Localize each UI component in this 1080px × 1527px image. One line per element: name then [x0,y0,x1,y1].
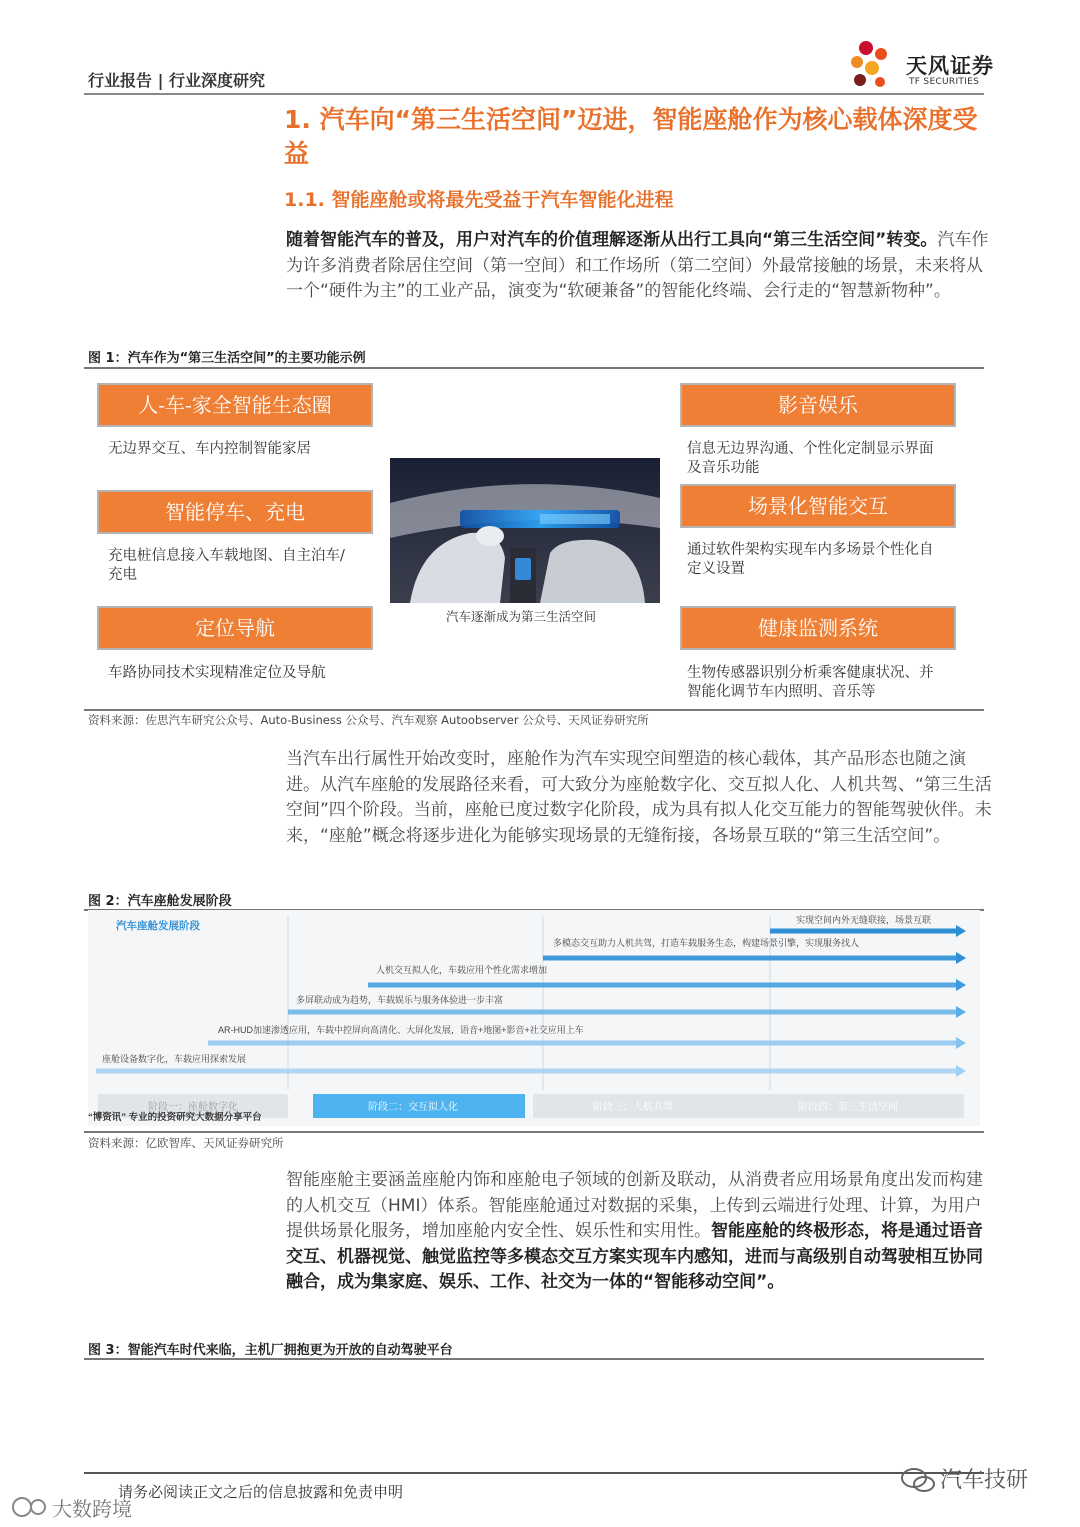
figure-3-top-rule [84,1358,984,1360]
diagram-inner-title: 汽车座舱发展阶段 [116,920,200,932]
footer-disclaimer: 请务必阅读正文之后的信息披露和免责申明 [118,1483,404,1501]
figure-2-bottom-rule [84,1131,984,1133]
wechat-icon [900,1466,936,1494]
figure-1-caption: 汽车逐渐成为第三生活空间 [446,609,597,624]
feature-desc-parking: 充电桩信息接入车载地图、自主泊车/充电 [108,548,345,583]
figure-1-bottom-rule [84,709,984,711]
feature-box-interaction: 场景化智能交互 [680,484,956,528]
diagram-watermark: “博资讯” 专业的投资研究大数据分享平台 [88,1112,262,1123]
footer-rule [84,1472,984,1474]
stage-label-2: 阶段二：交互拟人化 [368,1102,458,1113]
logo-name: 天风证券 [906,54,994,78]
paragraph-2: 当汽车出行属性开始改变时，座舱作为汽车实现空间塑造的核心载体，其产品形态也随之演进。从汽车座舱的发展路径来看，可大致分为座舱数字化、交互拟人化、人机共驾、“第三生活空间”四个阶段。当前，座舱已度过数字化阶段，成为具有拟人化交互能力的智能驾驶伙伴。未来，“座舱”概念将逐步进化为能够实现场景的无缝衔接，各场景互联的“第三生活空间”。 [286,749,992,846]
cockpit-stage-diagram [88,910,980,1126]
feature-box-entertainment: 影音娱乐 [680,383,956,427]
watermark-logo-icon [10,1494,50,1520]
stage-label-3: 阶段三：人机共驾 [593,1102,673,1113]
figure-1-top-rule [84,367,984,369]
figure-1-source: 资料来源：佐思汽车研究公众号、Auto-Business 公众号、汽车观察 Autoobserver 公众号、天风证券研究所 [88,713,649,727]
paragraph-3-bold: 智能座舱的终极形态，将是通过语音交互、机器视觉、触觉监控等多模态交互方案实现车内感知，进而与高级别自动驾驶相互协同融合，成为集家庭、娱乐、工作、社交为一体的“智能移动空间”。 [286,1221,983,1292]
feature-desc-navigation: 车路协同技术实现精准定位及导航 [108,665,326,681]
paragraph-3-text: 智能座舱主要涵盖座舱内饰和座舱电子领域的创新及联动，从消费者应用场景角度出发而构建的人机交互（HMI）体系。智能座舱通过对数据的采集，上传到云端进行处理、计算，为用户提供场景化服务，增加座舱内安全性、娱乐性和实用性。 [286,1170,983,1241]
paragraph-1 [286,228,998,305]
figure-3-title: 图 3：智能汽车时代来临，主机厂拥抱更为开放的自动驾驶平台 [88,1343,453,1358]
stage-arrow-label-2: 多模态交互助力人机共驾，打造车载服务生态，构建场景引擎，实现服务找人 [553,938,860,948]
stage-label-1: 阶段一：座舱数字化 [148,1102,238,1113]
stage-arrow-label-5: AR-HUD加速渗透应用，车载中控屏向高清化、大屏化发展，语音+地图+影音+社交应用上车 [218,1025,584,1035]
header-section-label: 行业报告 | 行业深度研究 [88,71,265,90]
section-1-1-title: 1.1. 智能座舱或将最先受益于汽车智能化进程 [284,189,674,211]
watermark-right: 汽车技研 [940,1468,1029,1493]
paragraph-1-text: 汽车作为许多消费者除居住空间（第一空间）和工作场所（第二空间）外最常接触的场景，未来将从一个“硬件为主”的工业产品，演变为“软硬兼备”的智能化终端、会行走的“智慧新物种”。 [286,230,989,301]
feature-box-parking: 智能停车、充电 [97,490,373,534]
watermark-left: 大数跨境 [52,1497,132,1521]
paragraph-1-bold: 随着智能汽车的普及，用户对汽车的价值理解逐渐从出行工具向“第三生活空间”转变。 [286,230,938,250]
feature-desc-health: 生物传感器识别分析乘客健康状况、并智能化调节车内照明、音乐等 [687,665,934,700]
figure-2-title: 图 2：汽车座舱发展阶段 [88,894,232,909]
feature-box-ecosystem: 人-车-家全智能生态圈 [97,383,373,427]
car-interior-image [390,458,660,603]
stage-arrow-label-1: 实现空间内外无缝联接，场景互联 [796,915,932,925]
section-1-title: 1. 汽车向“第三生活空间”迈进，智能座舱作为核心载体深度受益 [284,105,978,168]
feature-box-health: 健康监测系统 [680,606,956,650]
stage-label-4: 阶段四：第三生活空间 [798,1102,898,1113]
stage-arrow-label-6: 座舱设备数字化，车载应用探索发展 [102,1054,247,1064]
stage-arrow-label-4: 多屏联动成为趋势，车载娱乐与服务体验进一步丰富 [296,995,504,1005]
feature-box-navigation: 定位导航 [97,606,373,650]
figure-1-title: 图 1：汽车作为“第三生活空间”的主要功能示例 [88,351,366,366]
feature-desc-interaction: 通过软件架构实现车内多场景个性化自定义设置 [687,542,934,577]
feature-desc-ecosystem: 无边界交互、车内控制智能家居 [108,441,311,457]
figure-2-source: 资料来源：亿欧智库、天风证券研究所 [88,1136,284,1150]
logo-subtitle: TF SECURITIES [909,77,980,87]
stage-arrow-label-3: 人机交互拟人化，车载应用个性化需求增加 [376,965,548,975]
paragraph-3 [286,1168,998,1296]
feature-desc-entertainment: 信息无边界沟通、个性化定制显示界面及音乐功能 [687,441,934,476]
